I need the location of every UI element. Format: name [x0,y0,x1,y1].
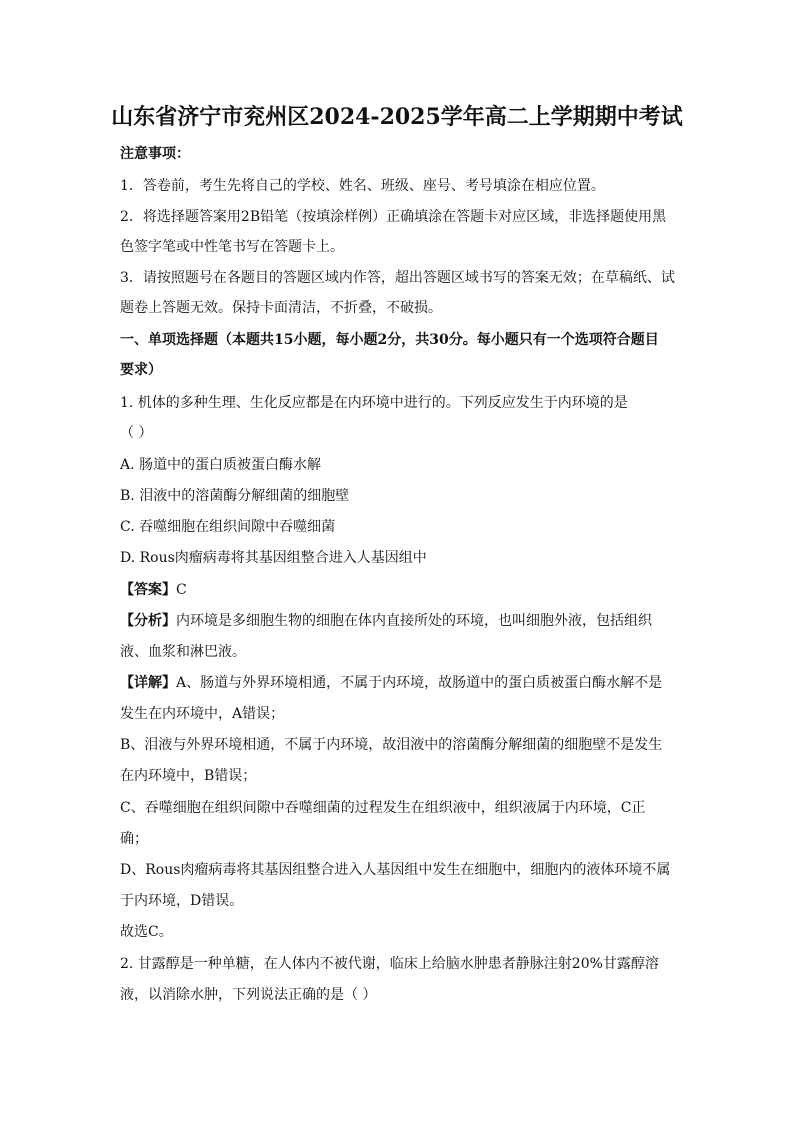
question-1-option-c: C. 吞噬细胞在组织间隙中吞噬细菌 [120,519,336,535]
section-heading: 一、单项选择题（本题共15小题，每小题2分，共30分。每小题只有一个选项符合题目 [120,332,659,348]
answer-value: C [176,582,187,598]
exam-title: 山东省济宁市兖州区2024-2025学年高二上学期期中考试 [111,104,683,130]
question-1-analysis-cont: 液、血浆和淋巴液。 [120,644,246,660]
question-1-detail-8: 于内环境，D错误。 [120,893,244,909]
question-1-detail-6: 确； [120,831,148,847]
notice-heading: 注意事项： [120,146,190,162]
answer-label: 【答案】 [120,582,176,598]
question-1-option-b: B. 泪液中的溶菌酶分解细菌的细胞壁 [120,488,350,504]
detail-text: A、肠道与外界环境相通，不属于内环境，故肠道中的蛋白质被蛋白酶水解不是 [176,675,663,691]
question-2-stem-cont: 液，以消除水肿，下列说法正确的是（ ） [120,987,377,1003]
question-1-detail-4: 在内环境中，B错误； [120,768,257,784]
notice-item-1: 1．答卷前，考生先将自己的学校、姓名、班级、座号、考号填涂在相应位置。 [120,178,605,194]
notice-item-3: 3．请按照题号在各题目的答题区域内作答，超出答题区域书写的答案无效；在草稿纸、试 [120,270,675,286]
question-1-option-a: A. 肠道中的蛋白质被蛋白酶水解 [120,457,322,473]
question-1-answer [120,580,187,600]
notice-item-2: 2．将选择题答案用2B铅笔（按填涂样例）正确填涂在答题卡对应区域，非选择题使用黑 [120,209,667,225]
notice-item-2-cont: 色签字笔或中性笔书写在答题卡上。 [120,239,344,255]
question-1-detail-5: C、吞噬细胞在组织间隙中吞噬细菌的过程发生在组织液中，组织液属于内环境，C正 [120,800,646,816]
question-1-detail-2: 发生在内环境中，A错误； [120,706,285,722]
question-1-stem: 1. 机体的多种生理、生化反应都是在内环境中进行的。下列反应发生于内环境的是 [120,395,628,411]
question-1-detail-3: B、泪液与外界环境相通，不属于内环境，故泪液中的溶菌酶分解细菌的细胞壁不是发生 [120,737,663,753]
analysis-text: 内环境是多细胞生物的细胞在体内直接所处的环境，也叫细胞外液，包括组织 [176,613,652,629]
question-1-detail-7: D、Rous肉瘤病毒将其基因组整合进入人基因组中发生在细胞中，细胞内的液体环境不属 [120,862,671,878]
question-1-conclusion: 故选C。 [120,924,173,940]
question-1-analysis [120,611,652,631]
question-2-stem: 2. 甘露醇是一种单糖，在人体内不被代谢，临床上给脑水肿患者静脉注射20%甘露醇溶 [120,956,659,972]
question-1-paren: （ ） [120,425,153,441]
detail-label: 【详解】 [120,675,176,691]
notice-item-3-cont: 题卷上答题无效。保持卡面清洁，不折叠，不破损。 [120,300,442,316]
analysis-label: 【分析】 [120,613,176,629]
question-1-option-d: D. Rous肉瘤病毒将其基因组整合进入人基因组中 [120,550,427,566]
question-1-detail [120,673,662,693]
section-heading-cont: 要求） [120,362,162,378]
